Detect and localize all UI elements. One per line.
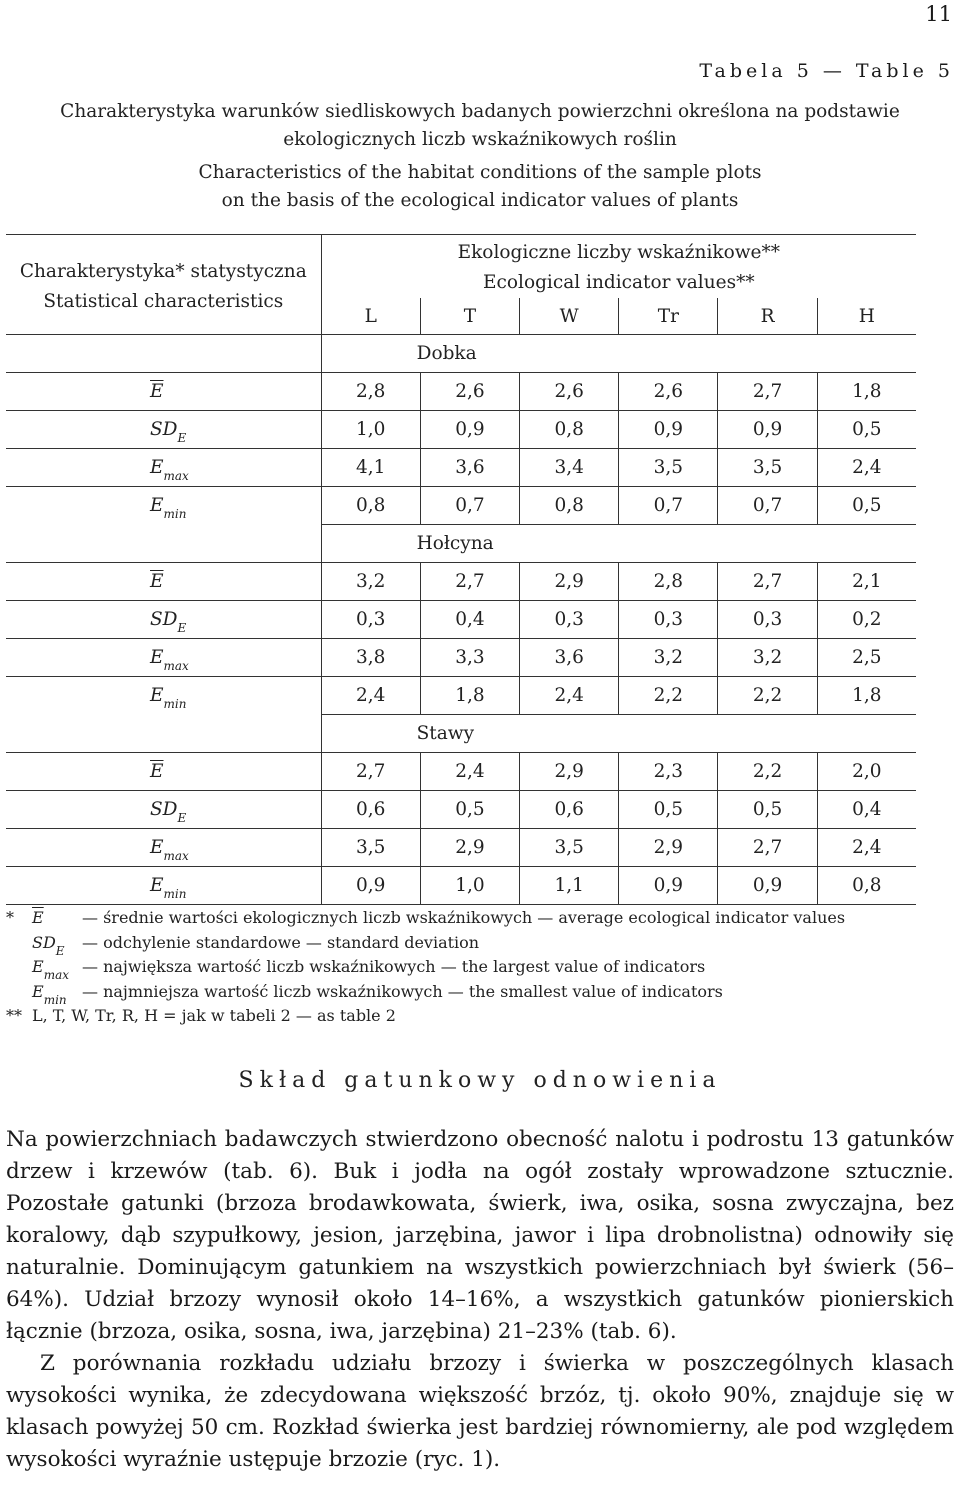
table-cell: 0,4 (817, 791, 916, 829)
table-row (6, 867, 916, 905)
table-cell: 2,4 (817, 829, 916, 867)
stat-symbol: E (150, 837, 164, 858)
table-cell: 0,6 (321, 791, 420, 829)
table-cell: 0,3 (619, 601, 718, 639)
table-label: Tabela 5 — Table 5 (699, 60, 954, 82)
table-cell: 2,4 (321, 677, 420, 715)
table-row (6, 677, 916, 715)
table-cell: 2,7 (718, 829, 817, 867)
footnote-text-max: — największa wartość liczb wskaźnikowych — the largest value of indicators (82, 957, 706, 976)
table-cell: 0,9 (718, 867, 817, 905)
table-cell: 0,6 (520, 791, 619, 829)
group-spacer (6, 525, 321, 563)
group-spacer (6, 335, 321, 373)
group-row (6, 715, 916, 753)
caption-en-line2: on the basis of the ecological indicator values of plants (221, 190, 739, 211)
values-header-en: Ecological indicator values** (483, 272, 755, 293)
column-header: H (817, 298, 916, 335)
stat-subscript: E (177, 811, 187, 825)
table-cell: 3,2 (718, 639, 817, 677)
table-cell: 2,5 (817, 639, 916, 677)
stat-label-mean (6, 753, 321, 791)
table-cell: 1,0 (321, 411, 420, 449)
column-header: R (718, 298, 817, 335)
footnote-symbol-max: $E_{max}$ (32, 957, 69, 982)
table-cell: 2,9 (420, 829, 519, 867)
table-cell: 3,4 (520, 449, 619, 487)
paragraph-2: Z porównania rozkładu udziału brzozy i świerka w poszczególnych klasach wysokości wynika, że zdecydowana większość brzóz, tj. około 90%, znajduje się w klasach powyżej 50 cm. Rozkład świerka jest bardziej równomierny, ale pod względem wysokości wyraźnie ustępuje brzozie (ryc. 1). (6, 1351, 954, 1472)
caption-pl-line1: Charakterystyka warunków siedliskowych badanych powierzchni określona na podstawie (60, 101, 900, 122)
table-cell: 3,5 (520, 829, 619, 867)
table-cell: 0,8 (520, 487, 619, 525)
table-cell: 3,3 (420, 639, 519, 677)
stat-subscript: E (177, 431, 187, 445)
table-cell: 0,8 (520, 411, 619, 449)
table-cell: 2,9 (520, 563, 619, 601)
table-cell: 3,6 (520, 639, 619, 677)
table-cell: 2,7 (420, 563, 519, 601)
table-cell: 0,5 (420, 791, 519, 829)
table-cell: 2,8 (619, 563, 718, 601)
table-cell: 2,4 (520, 677, 619, 715)
footnote-max (6, 955, 916, 980)
table-cell: 1,8 (420, 677, 519, 715)
stat-subscript: min (163, 887, 187, 901)
stat-symbol: SD (150, 419, 178, 440)
paragraph-1: Na powierzchniach badawczych stwierdzono obecność nalotu i podrostu 13 gatunków drzew i krzewów (tab. 6). Buk i jodła na ogół zostały wprowadzone sztucznie. Pozostałe gatunki (brzoza brodawkowata, świerk, iwa, osika, sosna zwyczajna, bez koralowy, dąb szypułkowy, jesion, jarzębina, jawor i lipa drobnolistna) odnowiły się naturalnie. Dominującym gatunkiem na wszystkich powierzchniach był świerk (56–64%). Udział brzozy wynosił około 14–16%, a wszystkich gatunków pionierskich łącznie (brzoza, osika, sosna, iwa, jarzębina) 21–23% (tab. 6). (6, 1127, 954, 1344)
stat-symbol: $\overline{E}$ (150, 761, 164, 782)
table-cell: 3,5 (619, 449, 718, 487)
footnote-columns (6, 1004, 916, 1029)
stat-subscript: E (177, 621, 187, 635)
footnote-symbol-min: $E_{min}$ (32, 981, 67, 1007)
table-cell: 2,4 (420, 753, 519, 791)
column-header: T (420, 298, 519, 335)
group-spacer (6, 715, 321, 753)
table-cell: 3,2 (619, 639, 718, 677)
stat-subscript: min (163, 507, 187, 522)
table-cell: 0,3 (718, 601, 817, 639)
stat-label-min (6, 487, 321, 525)
table-row (6, 563, 916, 601)
caption-pl-line2: ekologicznych liczb wskaźnikowych roślin (283, 129, 677, 150)
stat-subscript: min (163, 697, 187, 712)
table-cell: 2,2 (718, 753, 817, 791)
footnote-text-columns: L, T, W, Tr, R, H = jak w tabeli 2 — as table 2 (32, 1006, 396, 1025)
footnote-text-mean: — średnie wartości ekologicznych liczb wskaźnikowych — average ecological indicator values (82, 908, 846, 927)
table-row (6, 791, 916, 829)
stat-symbol: E (150, 685, 164, 707)
table-cell: 3,8 (321, 639, 420, 677)
table-cell: 0,5 (817, 487, 916, 525)
stat-symbol: $\overline{E}$ (150, 381, 164, 402)
column-header: W (520, 298, 619, 335)
stat-label-sd (6, 601, 321, 639)
table-cell: 2,0 (817, 753, 916, 791)
stat-symbol: E (150, 457, 164, 478)
footnote-mark-double-star: ** (6, 1006, 22, 1025)
stat-label-mean (6, 373, 321, 411)
caption-en-line1: Characteristics of the habitat conditions of the sample plots (198, 162, 762, 183)
table-cell: 3,5 (321, 829, 420, 867)
table-cell: 2,7 (718, 563, 817, 601)
table-cell: 2,2 (718, 677, 817, 715)
stat-label-max (6, 639, 321, 677)
group-row (6, 525, 916, 563)
body-text (6, 1124, 954, 1476)
table-cell: 2,6 (420, 373, 519, 411)
footnote-symbol-mean: $\overline{E}$ (32, 908, 44, 927)
table-cell: 0,5 (619, 791, 718, 829)
table-cell: 2,4 (817, 449, 916, 487)
group-name: Stawy (321, 715, 916, 753)
group-name: Dobka (321, 335, 916, 373)
table-cell: 0,5 (817, 411, 916, 449)
footnote-mark-star: * (6, 908, 14, 927)
table-row (6, 449, 916, 487)
footnote-mean (6, 906, 916, 931)
footnote-text-sd: — odchylenie standardowe — standard deviation (82, 932, 480, 952)
stat-symbol: E (150, 875, 164, 896)
indicator-values-table (6, 234, 916, 905)
table-cell: 2,6 (520, 373, 619, 411)
stat-label-sd (6, 791, 321, 829)
table-row (6, 487, 916, 525)
table-cell: 0,3 (321, 601, 420, 639)
caption-polish (0, 98, 960, 154)
table-cell: 3,5 (718, 449, 817, 487)
table-cell: 2,9 (520, 753, 619, 791)
table-row (6, 829, 916, 867)
table-cell: 4,1 (321, 449, 420, 487)
table-cell: 1,8 (817, 373, 916, 411)
column-header: L (321, 298, 420, 335)
table-cell: 0,9 (619, 411, 718, 449)
table-cell: 2,8 (321, 373, 420, 411)
group-name: Hołcyna (321, 525, 916, 563)
table-cell: 2,7 (718, 373, 817, 411)
table-cell: 0,7 (420, 487, 519, 525)
table-cell: 0,8 (817, 867, 916, 905)
table-cell: 2,7 (321, 753, 420, 791)
table-cell: 0,7 (619, 487, 718, 525)
table-cell: 3,6 (420, 449, 519, 487)
stat-header-en: Statistical characteristics (43, 291, 284, 312)
table-cell: 0,9 (420, 411, 519, 449)
table-cell: 2,6 (619, 373, 718, 411)
table-row (6, 373, 916, 411)
table-row (6, 411, 916, 449)
table-cell: 2,2 (619, 677, 718, 715)
table-row (6, 639, 916, 677)
table-cell: 1,1 (520, 867, 619, 905)
table-cell: 0,5 (718, 791, 817, 829)
table-cell: 0,4 (420, 601, 519, 639)
page-number: 11 (925, 2, 952, 26)
group-row (6, 335, 916, 373)
footnote-symbol-sd: $SD_E$ (32, 932, 65, 958)
stat-label-min (6, 677, 321, 715)
footnote-text-min: — najmniejsza wartość liczb wskaźnikowych — the smallest value of indicators (82, 981, 723, 1001)
table-footnotes (6, 906, 916, 1029)
table-cell: 1,8 (817, 677, 916, 715)
stat-symbol: SD (150, 609, 178, 630)
table-cell: 0,7 (718, 487, 817, 525)
values-header-pl: Ekologiczne liczby wskaźnikowe** (457, 242, 781, 263)
table-cell: 2,1 (817, 563, 916, 601)
footnote-min (6, 980, 916, 1005)
table-cell: 1,0 (420, 867, 519, 905)
values-header-cell (321, 235, 916, 299)
table-cell: 0,2 (817, 601, 916, 639)
table-cell: 2,3 (619, 753, 718, 791)
table-cell: 0,9 (321, 867, 420, 905)
table-cell: 3,2 (321, 563, 420, 601)
table-cell: 0,9 (619, 867, 718, 905)
stat-label-min (6, 867, 321, 905)
stat-subscript: max (163, 849, 189, 863)
stat-label-max (6, 449, 321, 487)
stat-label-max (6, 829, 321, 867)
stat-label-mean (6, 563, 321, 601)
stat-symbol: E (150, 647, 164, 668)
table-cell: 2,9 (619, 829, 718, 867)
caption-english (0, 159, 960, 215)
table-cell: 0,8 (321, 487, 420, 525)
stat-header-pl: Charakterystyka* statystyczna (19, 261, 307, 282)
stat-label-sd (6, 411, 321, 449)
stat-symbol: E (150, 495, 164, 517)
column-header: Tr (619, 298, 718, 335)
stat-subscript: max (163, 659, 189, 673)
table-cell: 0,9 (718, 411, 817, 449)
section-heading: Skład gatunkowy odnowienia (238, 1068, 722, 1093)
stat-symbol: $\overline{E}$ (150, 571, 164, 592)
table-cell: 0,3 (520, 601, 619, 639)
table-row (6, 601, 916, 639)
stat-header-cell (6, 235, 321, 335)
table-row (6, 753, 916, 791)
stat-symbol: SD (150, 799, 178, 820)
footnote-sd (6, 931, 916, 956)
stat-subscript: max (163, 469, 189, 483)
